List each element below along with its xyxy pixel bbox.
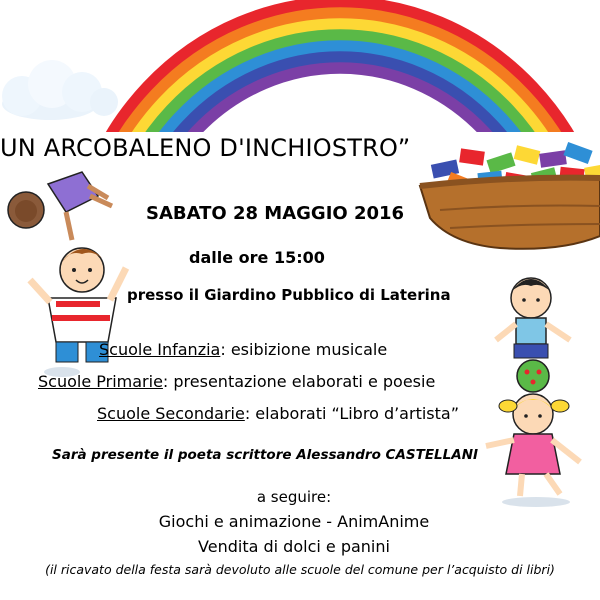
- activity-infanzia: [99, 340, 387, 359]
- activity-primarie: [38, 372, 435, 391]
- activity-school: Scuole Primarie: [38, 372, 163, 391]
- activity-separator: :: [162, 372, 174, 391]
- event-games: Giochi e animazione - AnimAnime: [158, 512, 430, 531]
- event-date: SABATO 28 MAGGIO 2016: [146, 203, 405, 224]
- poet-note: Sarà presente il poeta scrittore Alessandro CASTELLANI: [52, 447, 479, 463]
- activity-detail: esibizione musicale: [230, 340, 388, 359]
- event-sale: Vendita di dolci e panini: [198, 537, 390, 556]
- activity-separator: :: [220, 340, 231, 359]
- event-place: presso il Giardino Pubblico di Laterina: [127, 286, 451, 304]
- poster-title: UN ARCOBALENO D'INCHIOSTRO”: [0, 134, 411, 162]
- activity-school: Scuole Secondarie: [97, 404, 245, 423]
- cloud-icon: [2, 60, 118, 120]
- activity-detail: elaborati “Libro d’artista”: [255, 404, 459, 423]
- activity-secondarie: [97, 404, 459, 423]
- proceeds-note: (il ricavato della festa sarà devoluto alle scuole del comune per l’acquisto di libri): [45, 562, 555, 577]
- activity-separator: :: [244, 404, 256, 423]
- follow-label: a seguire:: [256, 488, 332, 506]
- activity-school: Scuole Infanzia: [99, 340, 221, 359]
- event-time: dalle ore 15:00: [189, 248, 325, 267]
- activity-detail: presentazione elaborati e poesie: [173, 372, 436, 391]
